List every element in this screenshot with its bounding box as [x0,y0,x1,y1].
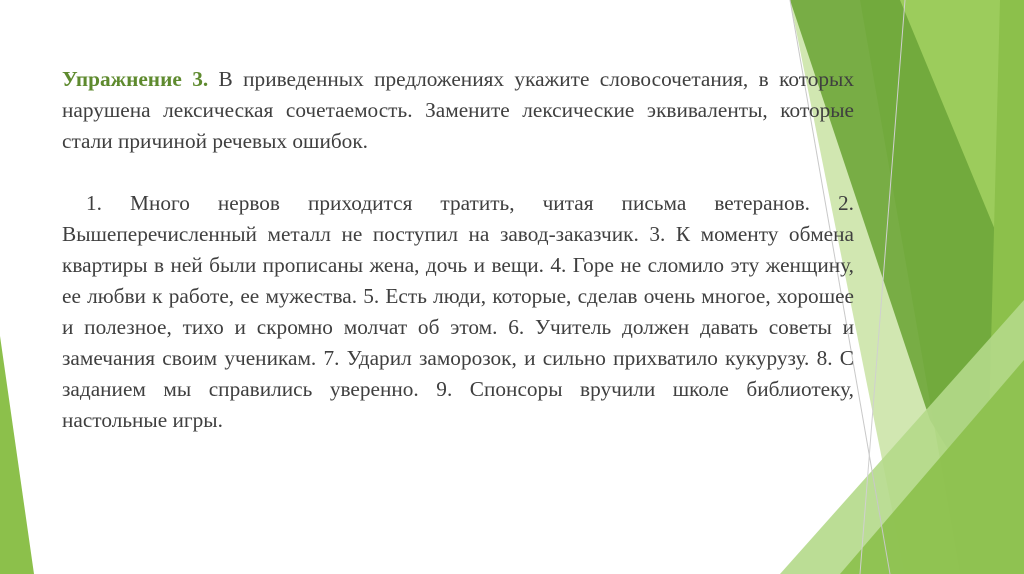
sentences-list: 1. Много нервов приходится тратить, читая письма ветеранов. 2. Вышеперечисленный металл не поступил на завод-заказчик. 3. К моменту обмена квартиры в ней были прописаны жена, дочь и вещи. 4. Горе не сломило эту женщину, ее любви к работе, ее мужества. 5. Есть люди, которые, сделав очень многое, хорошее и полезное, тихо и скромно молчат об этом. 6. Учитель должен давать советы и замечания своим ученикам. 7. Ударил заморозок, и сильно прихватило кукурузу. 8. С заданием мы справились уверенно. 9. Спонсоры вручили школе библиотеку, настольные игры. [62,191,854,432]
left-green-sliver [0,336,34,574]
exercise-label: Упражнение 3. [62,67,209,91]
paragraph-gap [62,157,854,188]
instruction-text: В приведенных предложениях укажите словосочетания, в которых нарушена лексическая сочетаемость. Замените лексические эквиваленты, которые стали причиной речевых ошибок. [62,67,854,153]
slide-content [62,64,854,436]
exercise-instruction [62,64,854,157]
